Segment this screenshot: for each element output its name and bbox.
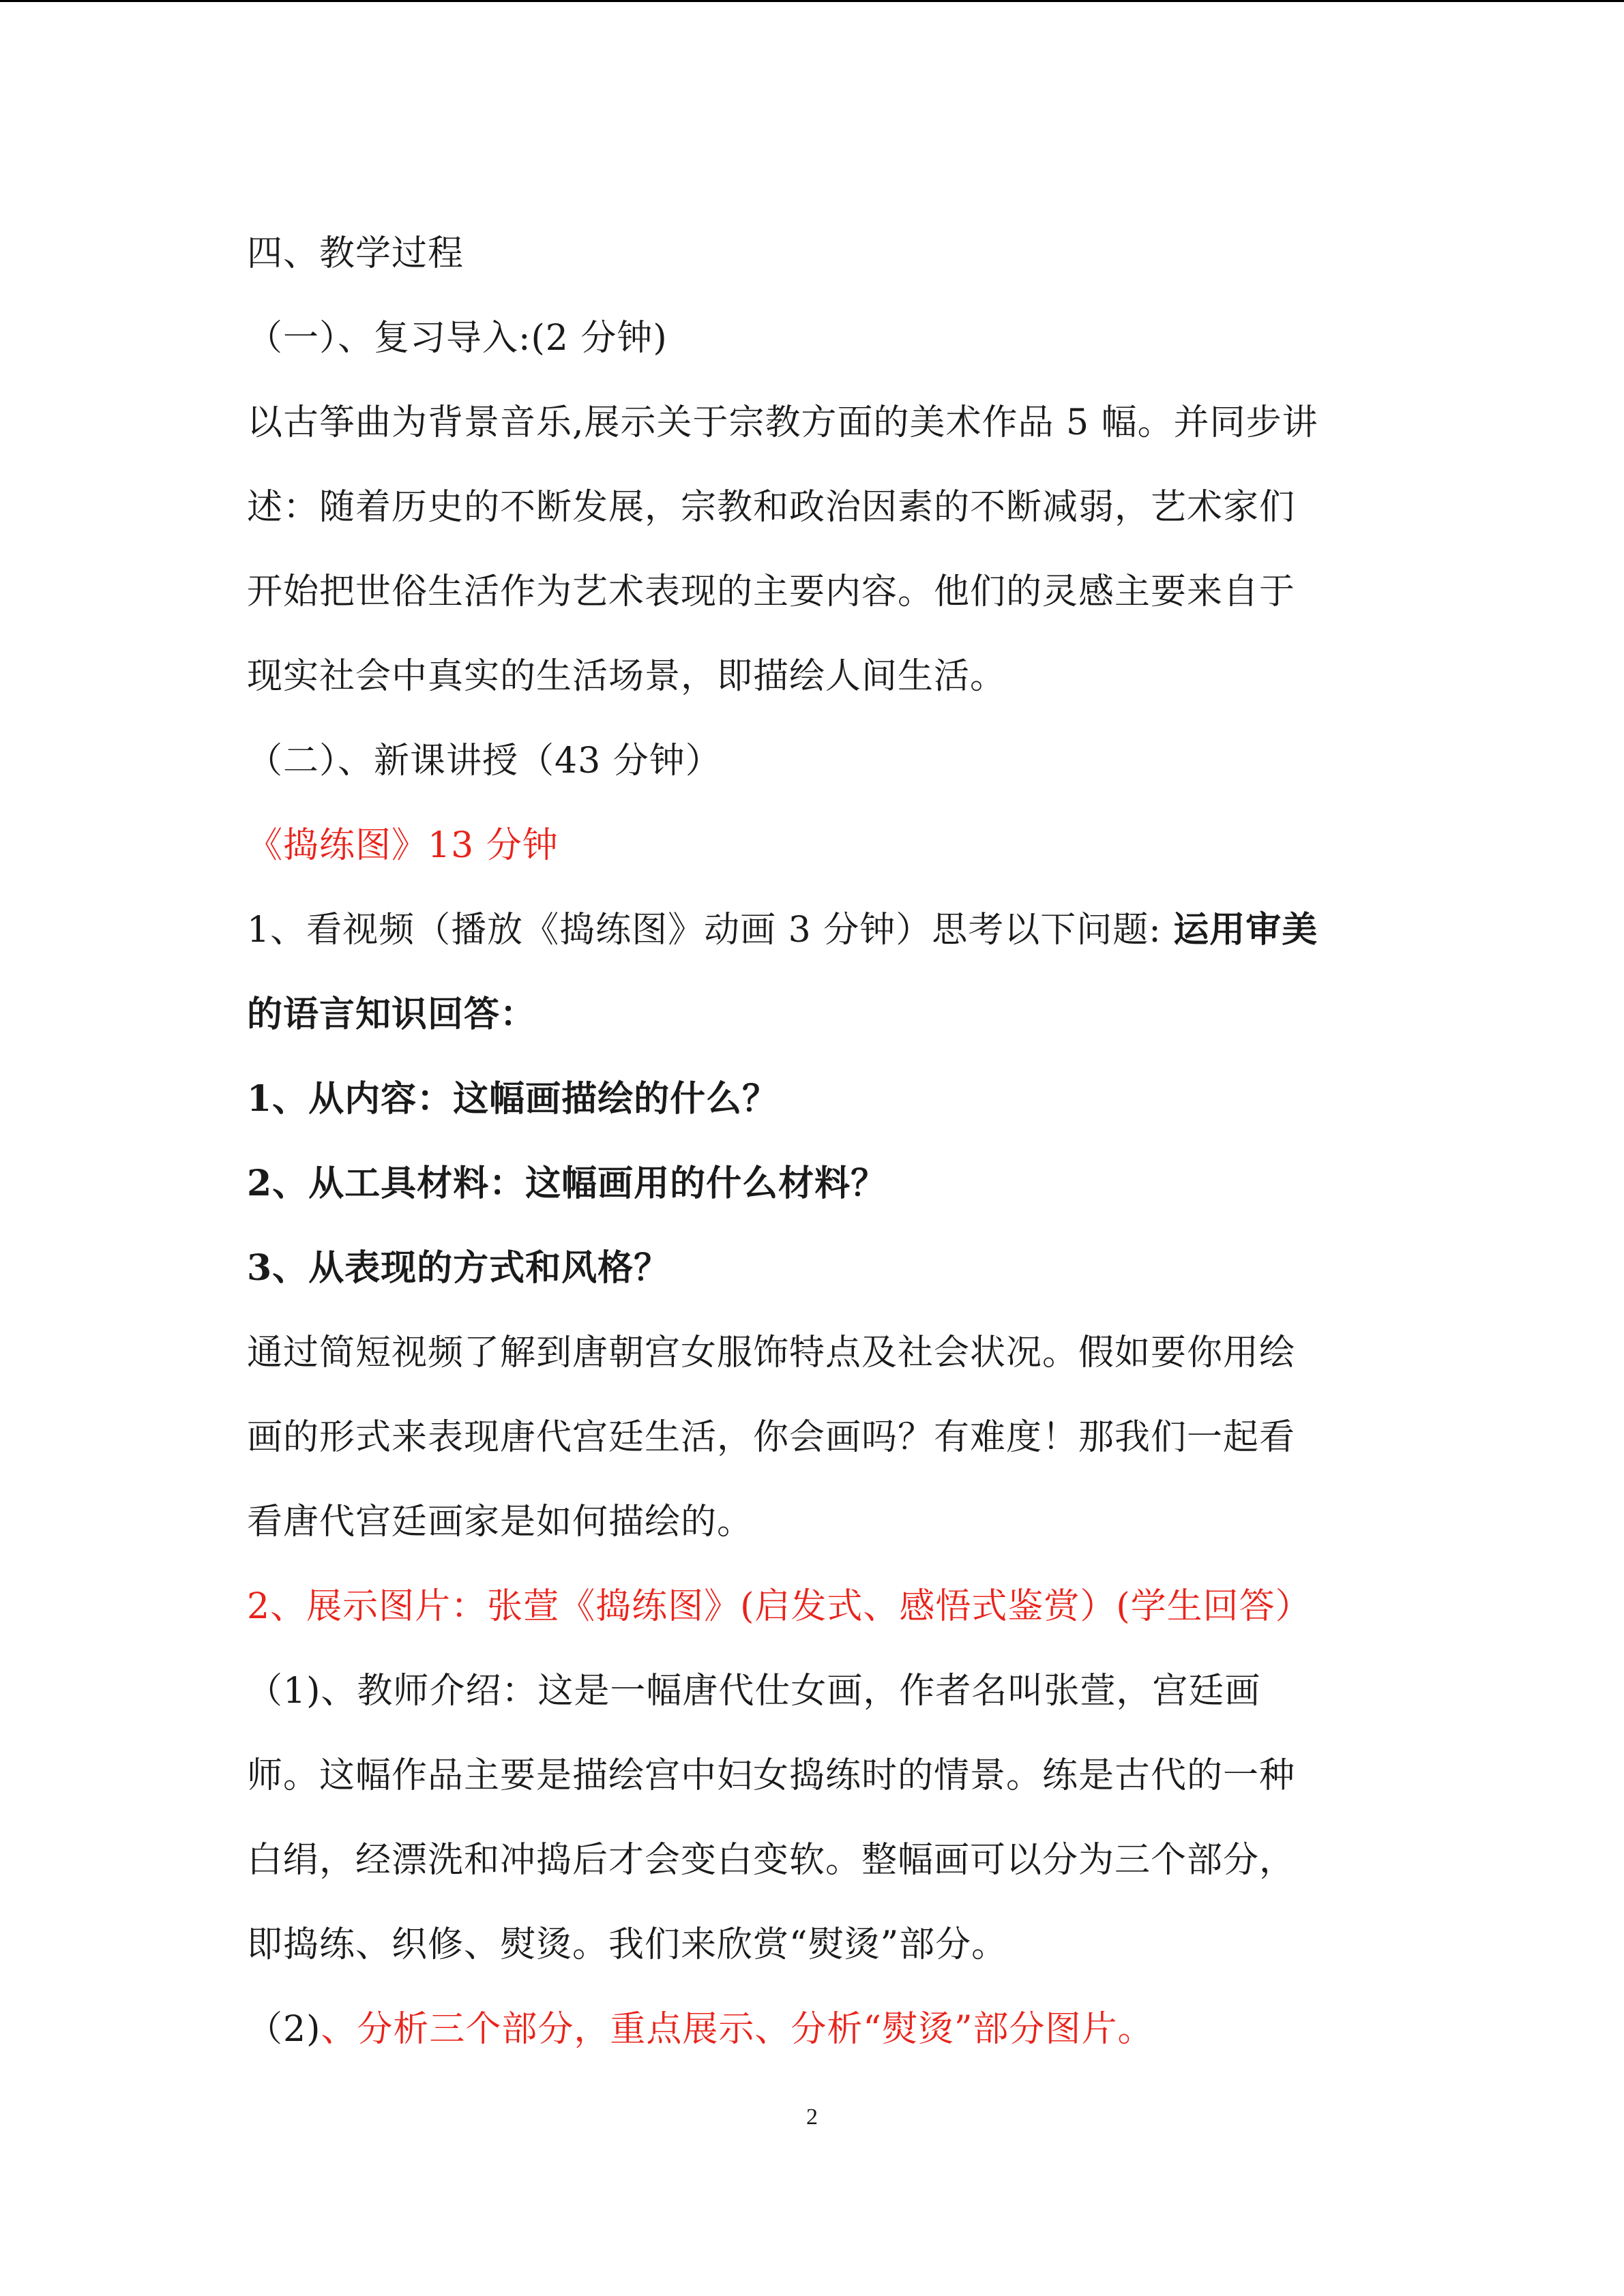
teacher-line: （1)、教师介绍：这是一幅唐代仕女画，作者名叫张萱，宫廷画	[247, 1671, 1261, 1712]
question-item: 2、从工具材料：这幅画用的什么材料？	[247, 1163, 887, 1204]
part1-heading: （一）、复习导入:(2 分钟)	[247, 318, 668, 359]
intro-line: 现实社会中真实的生活场景，即描绘人间生活。	[247, 656, 1007, 697]
section-heading: 四、教学过程	[247, 233, 464, 274]
video-line: 画的形式来表现唐代宫廷生活，你会画吗？有难度！那我们一起看	[247, 1417, 1296, 1458]
question-item: 1、从内容：这幅画描绘的什么？	[247, 1078, 779, 1120]
video-line: 通过简短视频了解到唐朝宫女服饰特点及社会状况。假如要你用绘	[247, 1332, 1296, 1373]
analysis-text: 、分析三个部分，重点展示、分析“熨烫”部分图片。	[321, 2009, 1154, 2050]
intro-line: 以古筝曲为背景音乐,展示关于宗教方面的美术作品 5 幅。并同步讲	[247, 402, 1318, 443]
page-number: 2	[806, 2104, 818, 2130]
artwork-title: 《捣练图》13 分钟	[247, 825, 559, 866]
video-line: 看唐代宫廷画家是如何描绘的。	[247, 1502, 754, 1542]
question-item: 3、从表现的方式和风格？	[247, 1247, 670, 1289]
step1-emphasis-continued: 的语言知识回答：	[247, 994, 537, 1035]
analysis-line	[247, 1987, 1379, 2072]
step1-text: 1、看视频（播放《捣练图》动画 3 分钟）思考以下问题:	[247, 910, 1174, 951]
teacher-line: 白绢，经漂洗和冲捣后才会变白变软。整幅画可以分为三个部分，	[247, 1840, 1296, 1881]
step1-line	[247, 888, 1379, 972]
analysis-prefix: （2)	[247, 2009, 321, 2050]
intro-line: 开始把世俗生活作为艺术表现的主要内容。他们的灵感主要来自于	[247, 571, 1296, 612]
page-top-border	[0, 0, 1624, 2]
teacher-line: 即捣练、织修、熨烫。我们来欣赏“熨烫”部分。	[247, 1924, 1008, 1965]
document-body	[247, 211, 1379, 2072]
teacher-line: 师。这幅作品主要是描绘宫中妇女捣练时的情景。练是古代的一种	[247, 1755, 1296, 1796]
intro-line: 述：随着历史的不断发展，宗教和政治因素的不断减弱，艺术家们	[247, 487, 1296, 528]
step1-emphasis: 运用审美	[1173, 909, 1318, 951]
step2-line: 2、展示图片：张萱《捣练图》(启发式、感悟式鉴赏）(学生回答）	[247, 1586, 1312, 1627]
part2-heading: （二）、新课讲授（43 分钟）	[247, 741, 722, 781]
